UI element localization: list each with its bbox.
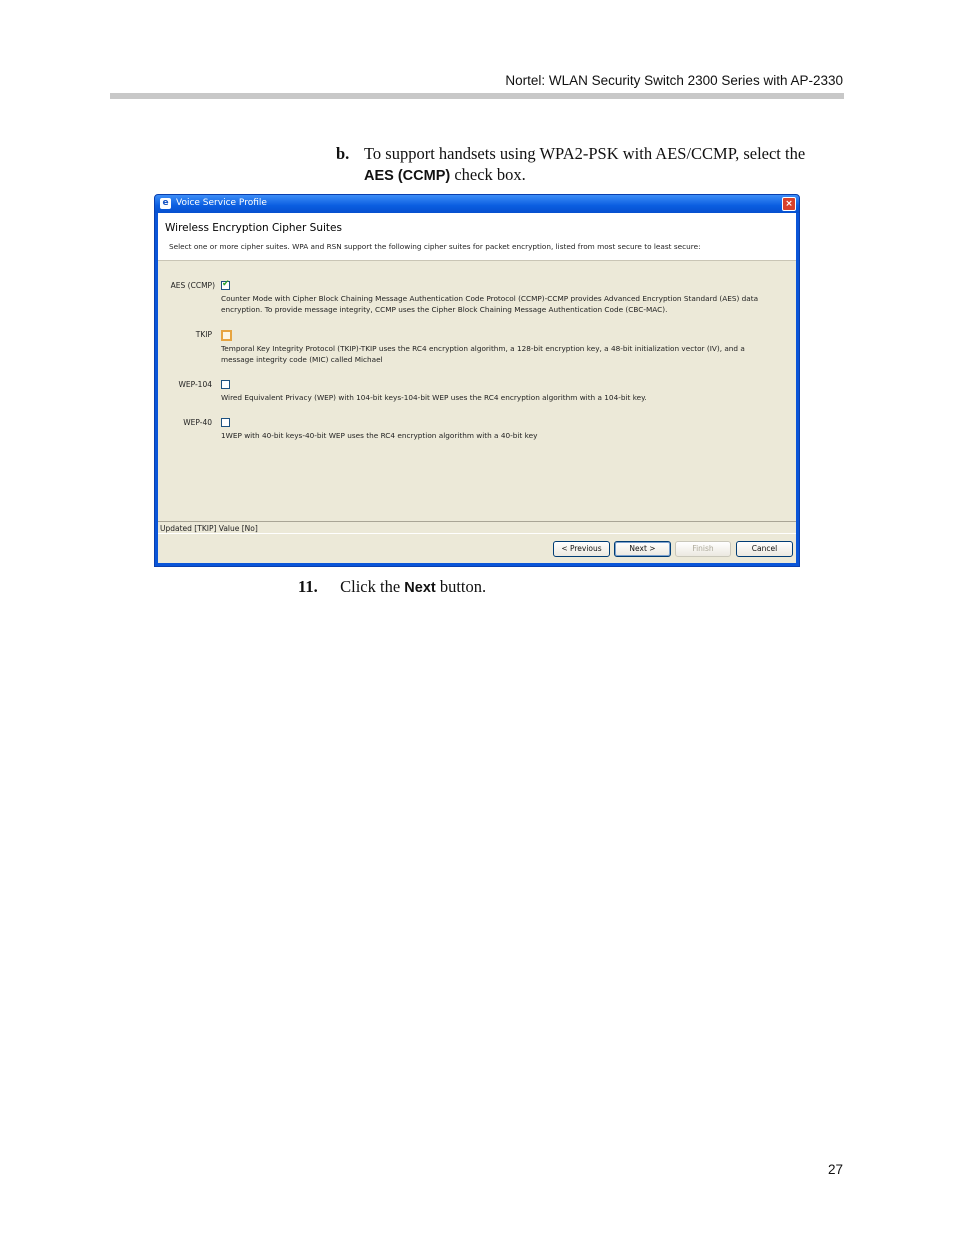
header-rule [110, 93, 844, 99]
step-11 [298, 576, 698, 599]
option-label-wep40: WEP-40 [183, 418, 212, 427]
option-desc-aes-line2: encryption. To provide message integrity, CCMP uses the Cipher Block Chaining Message Authentication Code (CBC-MAC). [221, 304, 668, 314]
checkbox-wep40[interactable] [221, 418, 230, 427]
step-11-text-before: Click the [340, 577, 401, 596]
step-b-bold-term: AES (CCMP) [364, 168, 451, 184]
wizard-banner [158, 213, 796, 261]
previous-button[interactable]: < Previous [553, 541, 610, 557]
option-desc-tkip-line1: Temporal Key Integrity Protocol (TKIP)-TKIP uses the RC4 encryption algorithm, a 128-bit encryption key, a 48-bit initialization vector (IV), and a [221, 344, 745, 353]
option-label-tkip: TKIP [195, 330, 212, 339]
voice-service-profile-dialog [154, 194, 800, 567]
option-label-aes: AES (CCMP) [170, 281, 215, 290]
checkbox-aes[interactable] [221, 281, 230, 290]
cancel-button[interactable]: Cancel [736, 541, 793, 557]
checkbox-wep104[interactable] [221, 380, 230, 389]
wizard-description: Select one or more cipher suites. WPA and RSN support the following cipher suites for packet encryption, listed from most secure to least secure: [169, 242, 701, 251]
finish-button: Finish [675, 541, 731, 557]
dialog-titlebar[interactable] [155, 195, 799, 213]
option-desc-aes [221, 294, 786, 315]
wizard-heading: Wireless Encryption Cipher Suites [165, 222, 342, 234]
app-icon: e [160, 198, 171, 209]
step-11-text-after: button. [439, 577, 487, 596]
step-b-text [364, 143, 816, 187]
step-b-marker: b. [336, 144, 350, 163]
option-desc-wep40 [221, 431, 786, 442]
option-desc-aes-line1: Counter Mode with Cipher Block Chaining Message Authentication Code Protocol (CCMP)-CCMP provides Advanced Encryption Standard (AES) data [221, 294, 759, 303]
page-number: 27 [827, 1162, 843, 1177]
dialog-title: Voice Service Profile [176, 198, 267, 208]
step-b [336, 143, 816, 187]
option-desc-wep40-line1: 1WEP with 40-bit keys-40-bit WEP uses the RC4 encryption algorithm with a 40-bit key [221, 431, 538, 440]
option-label-wep104: WEP-104 [178, 380, 212, 389]
option-desc-tkip-line2: message integrity code (MIC) called Michael [221, 354, 383, 364]
option-desc-wep104 [221, 393, 786, 404]
next-button[interactable]: Next > [614, 541, 671, 557]
step-11-bold-term: Next [404, 580, 436, 596]
step-b-text-before: To support handsets using WPA2-PSK with AES/CCMP, select the [364, 144, 806, 163]
option-desc-wep104-line1: Wired Equivalent Privacy (WEP) with 104-bit keys-104-bit WEP uses the RC4 encryption algorithm with a 104-bit key. [221, 393, 647, 402]
step-b-text-after: check box. [454, 165, 526, 184]
check-mark-icon: ✔ [222, 279, 230, 289]
status-bar: Updated [TKIP] Value [No] [158, 521, 796, 534]
running-header: Nortel: WLAN Security Switch 2300 Series with AP-2330 [505, 73, 843, 88]
option-desc-tkip [221, 344, 786, 365]
close-icon[interactable]: × [782, 197, 796, 211]
checkbox-tkip[interactable] [221, 330, 232, 341]
step-11-marker: 11. [298, 577, 318, 596]
dialog-client-area [158, 213, 796, 563]
